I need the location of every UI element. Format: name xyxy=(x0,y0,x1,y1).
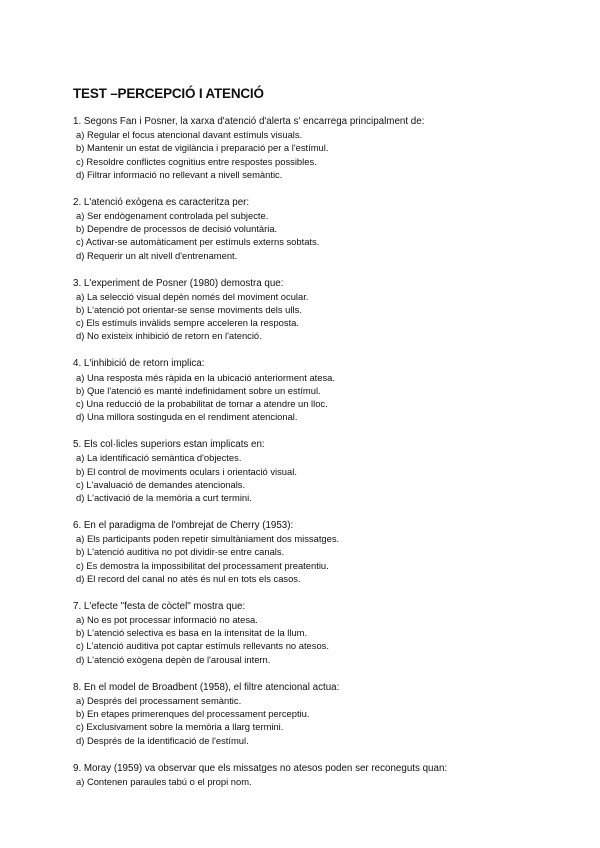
answer-option: d) No existeix inhibició de retorn en l'atenció. xyxy=(76,330,262,342)
question-7 xyxy=(73,600,573,666)
answer-option: d) Filtrar informació no rellevant a nivell semàntic. xyxy=(76,168,283,180)
answer-option: b) Que l'atenció es manté indefinidament sobre un estímul. xyxy=(76,384,321,396)
answer-option: d) L'atenció exògena depèn de l'arousal intern. xyxy=(76,653,271,665)
answer-option: b) L'atenció selectiva es basa en la intensitat de la llum. xyxy=(76,627,308,639)
question-text: 4. L'inhibició de retorn implica: xyxy=(73,358,205,370)
question-8 xyxy=(73,681,573,747)
answer-option: a) La identificació semàntica d'objectes. xyxy=(76,452,242,464)
answer-option: a) Els participants poden repetir simultàniament dos missatges. xyxy=(76,533,340,545)
answer-option: c) Una reducció de la probabilitat de tornar a atendre un lloc. xyxy=(76,398,328,410)
answer-option: c) Exclusivament sobre la memòria a llarg termini. xyxy=(76,721,284,733)
answer-option: b) Mantenir un estat de vigilància i preparació per a l'estímul. xyxy=(76,142,329,154)
question-list xyxy=(73,115,573,788)
answer-option: b) Dependre de processos de decisió voluntària. xyxy=(76,223,278,235)
question-text: 8. En el model de Broadbent (1958), el filtre atencional actua: xyxy=(73,681,340,693)
question-text: 9. Moray (1959) va observar que els missatges no atesos poden ser reconeguts quan: xyxy=(73,762,448,774)
answer-option: c) L'avaluació de demandes atencionals. xyxy=(76,478,246,490)
question-text: 1. Segons Fan i Posner, la xarxa d'atenció d'alerta s' encarrega principalment de: xyxy=(73,116,425,127)
answer-option: d) El record del canal no atès és nul en tots els casos. xyxy=(76,572,301,584)
answer-option: a) No es pot processar informació no atesa. xyxy=(76,614,258,626)
answer-option: d) L'activació de la memòria a curt termini. xyxy=(76,492,252,504)
question-3 xyxy=(73,277,573,343)
question-2 xyxy=(73,196,573,262)
question-1 xyxy=(73,115,573,181)
question-text: 7. L'efecte "festa de còctel" mostra que: xyxy=(73,600,246,612)
answer-option: a) Una resposta més ràpida en la ubicació anteriorment atesa. xyxy=(76,371,335,383)
answer-option: a) Després del processament semàntic. xyxy=(76,694,242,706)
answer-option: c) Els estímuls invàlids sempre acceleren la resposta. xyxy=(76,317,300,329)
answer-option: d) Requerir un alt nivell d'entrenament. xyxy=(76,249,238,261)
answer-option: c) Activar-se automàticament per estímuls externs sobtats. xyxy=(76,236,320,248)
answer-option: a) Ser endògenament controlada pel subjecte. xyxy=(76,210,269,222)
answer-option: b) En etapes primerenques del processament perceptiu. xyxy=(76,708,310,720)
question-6 xyxy=(73,519,573,585)
answer-option: c) Es demostra la impossibilitat del processament preatentiu. xyxy=(76,559,329,571)
answer-option: a) Regular el focus atencional davant estímuls visuals. xyxy=(76,129,303,141)
answer-option: b) L'atenció auditiva no pot dividir-se entre canals. xyxy=(76,546,285,558)
answer-option: b) L'atenció pot orientar-se sense moviments dels ulls. xyxy=(76,304,302,316)
question-text: 3. L'experiment de Posner (1980) demostra que: xyxy=(73,277,284,289)
answer-option: c) Resoldre conflictes cognitius entre respostes possibles. xyxy=(76,155,317,167)
question-text: 5. Els col·licles superiors estan implicats en: xyxy=(73,439,265,451)
answer-option: d) Després de la identificació de l'estímul. xyxy=(76,734,249,746)
question-text: 2. L'atenció exògena es caracteritza per: xyxy=(73,196,250,208)
document-page xyxy=(73,86,573,803)
question-9 xyxy=(73,762,573,788)
answer-option: a) La selecció visual depèn només del moviment ocular. xyxy=(76,290,309,302)
question-5 xyxy=(73,438,573,504)
page-title: TEST –PERCEPCIÓ I ATENCIÓ xyxy=(73,86,264,101)
answer-option: b) El control de moviments oculars i orientació visual. xyxy=(76,465,297,477)
answer-option: d) Una millora sostinguda en el rendiment atencional. xyxy=(76,411,298,423)
answer-option: c) L'atenció auditiva pot captar estímuls rellevants no atesos. xyxy=(76,640,329,652)
question-4 xyxy=(73,357,573,423)
question-text: 6. En el paradigma de l'ombrejat de Cherry (1953): xyxy=(73,520,294,532)
answer-option: a) Contenen paraules tabú o el propi nom. xyxy=(76,775,252,787)
